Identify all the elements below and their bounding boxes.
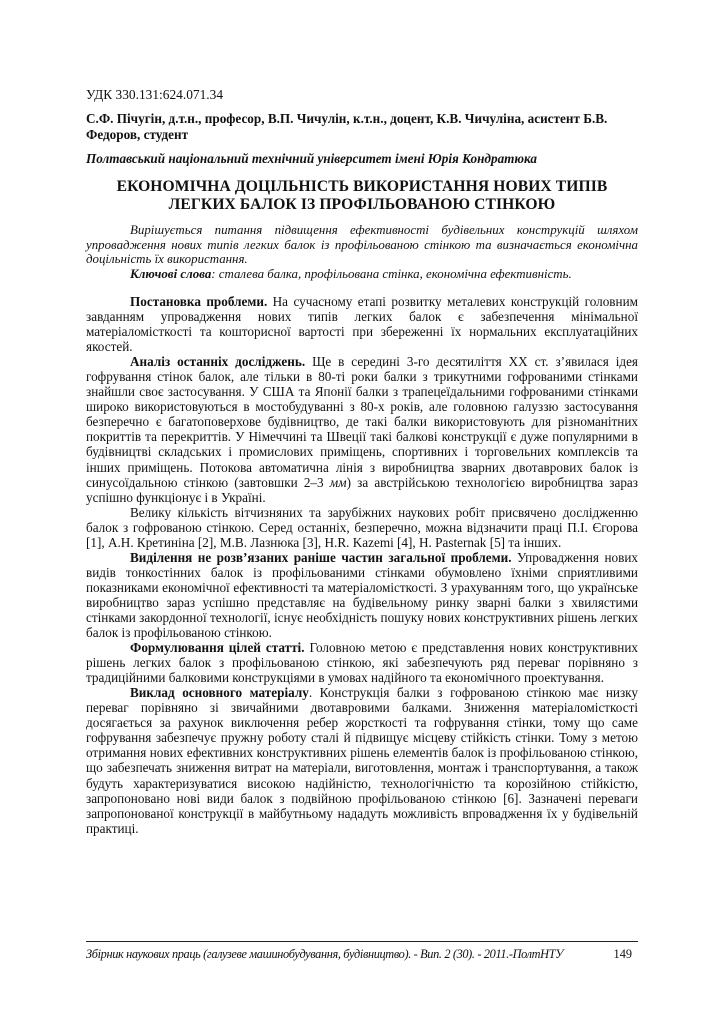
section-heading: Формулювання цілей статті. <box>130 640 305 656</box>
affiliation: Полтавський національний технічний університет імені Юрія Кондратюка <box>86 151 537 166</box>
unit-mm: мм <box>329 474 347 490</box>
section-heading: Виклад основного матеріалу <box>130 685 309 701</box>
udk-code: УДК 330.131:624.071.34 <box>86 87 224 102</box>
section-text: Головною метою є представлення нових конструктивних рішень легких балок з профільованою стінкою, які забезпечують ряд переваг порівняно з традиційними балковими конструкціями в умовах надійного та економічного проектування. <box>86 640 639 686</box>
section-recent-research <box>86 354 638 504</box>
section-heading: Аналіз останніх досліджень. <box>130 354 306 370</box>
section-main-material <box>86 685 638 835</box>
section-objectives <box>86 640 638 685</box>
paragraph-literature: Велику кількість вітчизняних та зарубіжних наукових робіт присвячено дослідженню балок з гофрованою стінкою. Серед останніх, безперечно, можна відзначити праці П.І. Єгорова [1], А.Н. Кретиніна [2], М.В. Лазнюка [3], H.R. Kazemi [4], H. Pasternak [5] та інших. <box>86 504 638 550</box>
keywords <box>86 267 638 282</box>
keywords-text: : сталева балка, профільована стінка, економічна ефективність. <box>211 267 572 281</box>
page-number: 149 <box>613 947 632 961</box>
section-text: Ще в середині 3-го десятиліття ХХ ст. з’явилася ідея гофрування стінок балок, але тільки в 80-ті роки балки з трикутними гофрованими стінками знайшли своє застосування. У США та Японії балки з трапецеїдальними гофрованими стінками широко використовуються в мостобудуванні з 80-х років, але головною галуззю застосування безперечно є багатоповерхове будівництво, де такі балки використовують для різноманітних покриттів та перекриттів. У Німеччині та Швеції такі балкові конструкції є дуже популярними в будівництві складських і промислових приміщень, спортивних і торговельних комплексів та інших приміщень. Потокова автоматична лінія з виробництва зварних двотаврових балок із синусоїдальною стінкою (завтовшки 2–3 <box>86 354 638 490</box>
authors: С.Ф. Пічугін, д.т.н., професор, В.П. Чичулін, к.т.н., доцент, К.В. Чичуліна, асистент Б.В. Федоров, студент <box>86 111 608 142</box>
abstract: Вирішується питання підвищення ефективності будівельних конструкцій шляхом упровадження нових типів легких балок із профільованою стінкою та визначається економічна доцільність їх використання. <box>86 223 638 267</box>
journal-citation: Збірник наукових праць (галузеве машинобудування, будівництво). - Вип. 2 (30). - 2011.-ПолтНТУ <box>86 947 564 961</box>
section-unsolved-problems <box>86 550 638 640</box>
section-text: Упровадження нових видів тонкостінних балок із профільованими стінками обумовлено їхніми сприятливими показниками економічної ефективності та матеріаломісткості. З урахуванням того, що українське виробництво зараз успішно представляє на будівельному ринку зварні балки з хвилястими стінками закордонної технології, існує необхідність пошуку нових конструктивних рішень легких балок із профільованою стінкою. <box>86 549 638 641</box>
article-body <box>86 294 638 836</box>
section-problem-statement <box>86 294 638 354</box>
section-text: На сучасному етапі розвитку металевих конструкцій головним завданням упровадження нових типів легких балок є забезпечення мінімальної матеріаломісткості та кошторисної вартості при збереженні їх нормальних експлуатаційних якостей. <box>86 294 638 355</box>
section-heading: Виділення не розв’язаних раніше частин загальної проблеми. <box>130 549 512 565</box>
section-text: ) за австрійською технологією виробництва зараз успішно функціонує і в Україні. <box>86 474 638 505</box>
keywords-label: Ключові слова <box>130 267 212 281</box>
page-footer <box>86 947 638 962</box>
footer-rule <box>86 941 638 942</box>
section-heading: Постановка проблеми. <box>130 294 268 309</box>
section-text: . Конструкція балки з гофрованою стінкою має низку переваг порівняно зі звичайними двотавровими балками. Зниження матеріаломісткості досягається за рахунок виключення ребер жорсткості та гофрування стінки, тому що саме гофрування забезпечує пружну роботу сталі й підвищує місцеву стійкість стінки. Тому з метою отримання нових ефективних конструктивних рішень елементів балок із профільованою стінкою, що забезпечать зниження витрат на матеріали, виготовлення, монтаж і транспортування, а також будуть характеризуватися високою надійністю, технологічністю та корозійною стійкістю, запропоновано нові види балок з подвійною профільованою стінкою [6]. Зазначені переваги запропонованої конструкції в майбутньому нададуть можливість впровадження їх у будівельній практиці. <box>86 685 638 836</box>
article-title: ЕКОНОМІЧНА ДОЦІЛЬНІСТЬ ВИКОРИСТАННЯ НОВИХ ТИПІВ ЛЕГКИХ БАЛОК ІЗ ПРОФІЛЬОВАНОЮ СТІНКОЮ <box>116 178 608 213</box>
